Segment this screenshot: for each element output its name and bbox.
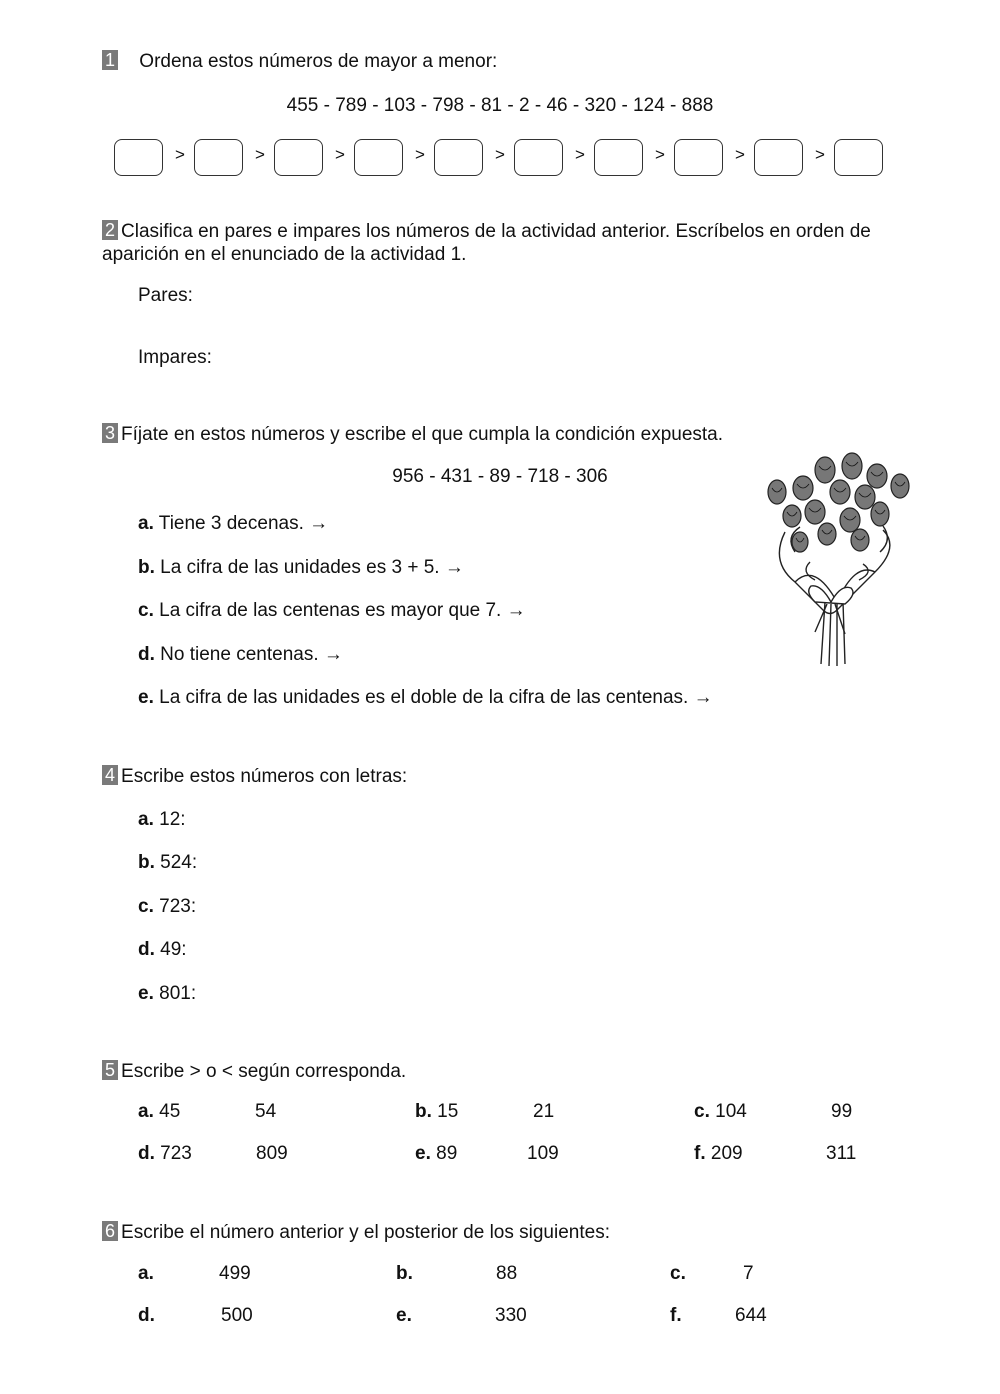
ex5-instruction: Escribe > o < según corresponda.	[121, 1061, 407, 1082]
ex4-item-e: e. 801:	[138, 983, 197, 1004]
ex1-instruction: Ordena estos números de mayor a menor:	[139, 51, 498, 72]
ex3-numbers: 956 - 431 - 89 - 718 - 306	[392, 466, 608, 487]
ex3-item-d: d. No tiene centenas. →	[138, 644, 343, 665]
ex3-heading	[102, 423, 723, 446]
rose-bouquet-icon	[755, 452, 920, 672]
answer-box-6[interactable]	[514, 139, 563, 176]
answer-box-4[interactable]	[354, 139, 403, 176]
ex4-number: 4	[102, 765, 118, 785]
answer-box-10[interactable]	[834, 139, 883, 176]
gt-sign: >	[335, 145, 345, 164]
impares-label: Impares:	[138, 347, 212, 368]
gt-sign: >	[415, 145, 425, 164]
gt-sign: >	[575, 145, 585, 164]
ex6-number: 6	[102, 1221, 118, 1241]
ex1-heading	[102, 50, 497, 73]
ex4-item-d: d. 49:	[138, 939, 187, 960]
ex3-item-e: e. La cifra de las unidades es el doble de la cifra de las centenas. →	[138, 687, 713, 708]
answer-box-9[interactable]	[754, 139, 803, 176]
ex2-instruction: Clasifica en pares e impares los números de la actividad anterior. Escríbelos en orden de aparición en el enunciado de la actividad 1.	[102, 221, 871, 265]
answer-box-7[interactable]	[594, 139, 643, 176]
ex2-number: 2	[102, 220, 118, 240]
gt-sign: >	[175, 145, 185, 164]
ex6-instruction: Escribe el número anterior y el posterior de los siguientes:	[121, 1222, 610, 1243]
pares-label: Pares:	[138, 285, 193, 306]
answer-box-8[interactable]	[674, 139, 723, 176]
ex5-number: 5	[102, 1060, 118, 1080]
answer-box-3[interactable]	[274, 139, 323, 176]
ex1-numbers: 455 - 789 - 103 - 798 - 81 - 2 - 46 - 320 - 124 - 888	[286, 95, 714, 116]
answer-box-5[interactable]	[434, 139, 483, 176]
ex1-number: 1	[102, 50, 118, 70]
ex4-heading	[102, 765, 407, 788]
gt-sign: >	[255, 145, 265, 164]
ex4-instruction: Escribe estos números con letras:	[121, 766, 408, 787]
gt-sign: >	[815, 145, 825, 164]
ex3-number: 3	[102, 423, 118, 443]
ex3-item-b: b. La cifra de las unidades es 3 + 5. →	[138, 557, 464, 578]
ex4-item-a: a. 12:	[138, 809, 186, 830]
ex6-heading	[102, 1221, 610, 1244]
answer-box-1[interactable]	[114, 139, 163, 176]
gt-sign: >	[495, 145, 505, 164]
ex3-instruction: Fíjate en estos números y escribe el que cumpla la condición expuesta.	[121, 424, 724, 445]
gt-sign: >	[735, 145, 745, 164]
answer-box-2[interactable]	[194, 139, 243, 176]
ex3-item-c: c. La cifra de las centenas es mayor que 7. →	[138, 600, 526, 621]
gt-sign: >	[655, 145, 665, 164]
ex3-item-a: a. Tiene 3 decenas. →	[138, 513, 329, 534]
ex4-item-b: b. 524:	[138, 852, 198, 873]
ex4-item-c: c. 723:	[138, 896, 197, 917]
ex2-heading	[102, 220, 902, 266]
ex5-heading	[102, 1060, 406, 1083]
